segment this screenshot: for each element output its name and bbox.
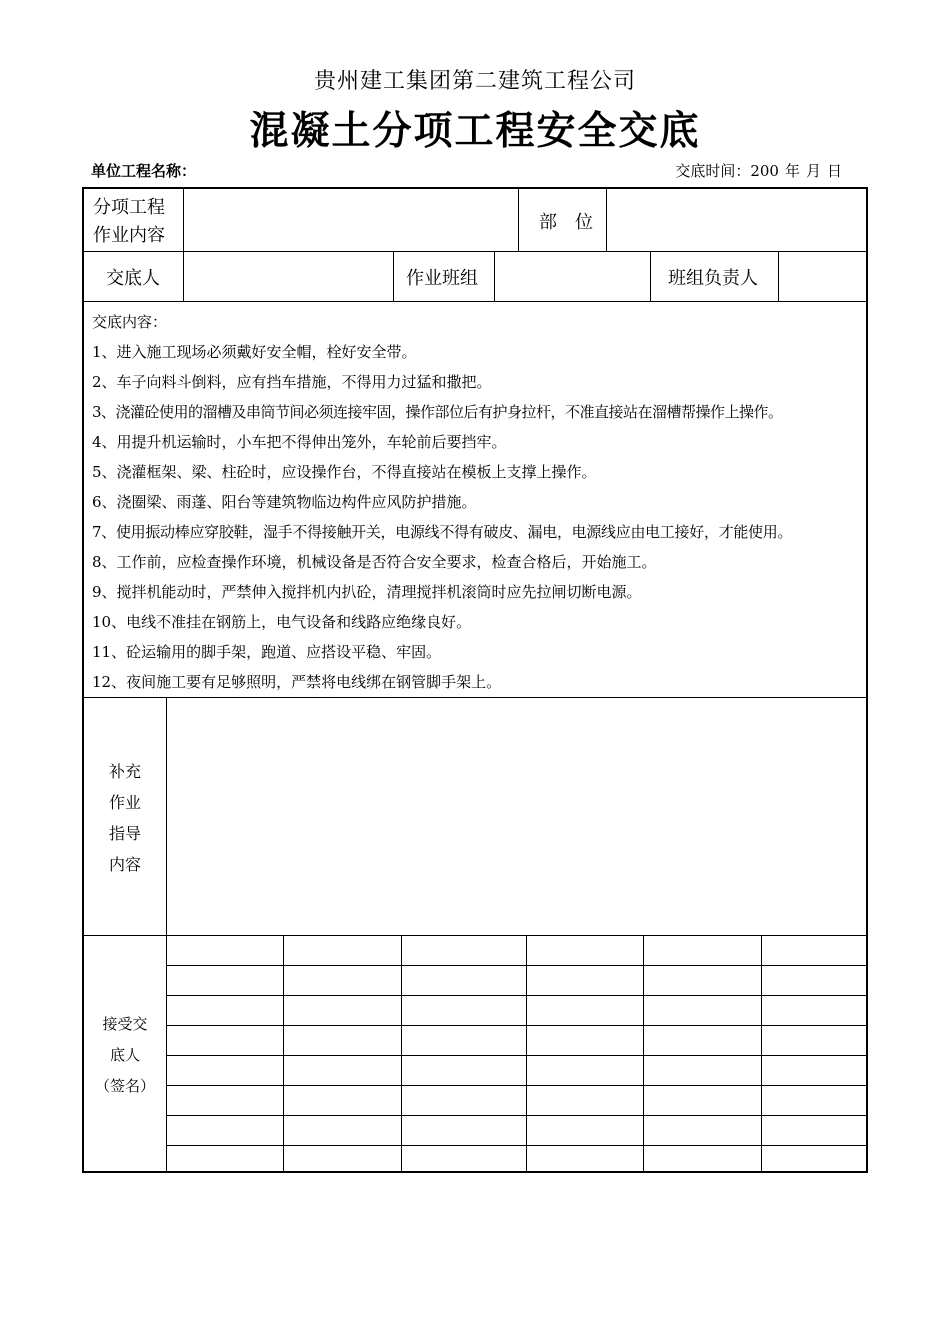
team-field[interactable]	[495, 252, 649, 300]
grid-line	[166, 965, 868, 966]
grid-line	[166, 1085, 868, 1086]
content-item: 10、电线不准挂在钢筋上，电气设备和线路应绝缘良好。	[92, 613, 472, 631]
grid-line	[401, 935, 402, 1173]
leader-field[interactable]	[779, 252, 868, 300]
briefing-content	[92, 307, 868, 697]
grid-line	[393, 251, 394, 301]
supplement-field[interactable]	[167, 698, 868, 934]
content-item: 7、使用振动棒应穿胶鞋，湿手不得接触开关，电源线不得有破皮、漏电，电源线应由电工接好，才能使用。	[92, 523, 793, 541]
team-label: 作业班组	[406, 268, 478, 289]
grid-line	[166, 1145, 868, 1146]
briefer-label: 交底人	[106, 268, 160, 289]
grid-line	[166, 995, 868, 996]
company-name: 贵州建工集团第二建筑工程公司	[313, 69, 636, 94]
briefing-form	[82, 187, 868, 1173]
grid-line	[518, 189, 519, 251]
item-content-field[interactable]	[184, 189, 517, 250]
grid-line	[166, 1055, 868, 1056]
date-year: 年	[784, 162, 800, 180]
grid-line	[526, 935, 527, 1173]
unit-project-label: 单位工程名称：	[91, 162, 197, 180]
document-title: 混凝土分项工程安全交底	[249, 109, 701, 154]
content-item: 6、浇圈梁、雨蓬、阳台等建筑物临边构件应风防护措施。	[92, 493, 477, 511]
date-day: 日	[826, 162, 842, 180]
item-content-label: 分项工程 作业内容	[93, 197, 165, 246]
grid-line	[761, 935, 762, 1173]
content-heading: 交底内容：	[92, 313, 168, 331]
grid-line	[166, 1025, 868, 1026]
date-month: 月	[805, 162, 821, 180]
location-label: 部 位	[539, 212, 593, 233]
briefer-field[interactable]	[184, 252, 392, 300]
content-item: 5、浇灌框架、梁、柱砼时，应设操作台，不得直接站在模板上支撑上操作。	[92, 463, 597, 481]
content-item: 4、用提升机运输时，小车把不得伸出笼外，车轮前后要挡牢。	[92, 433, 507, 451]
grid-line	[84, 301, 866, 302]
signature-label: 接受交 底人 （签名）	[94, 1015, 155, 1095]
content-item: 12、夜间施工要有足够照明，严禁将电线绑在钢管脚手架上。	[92, 673, 502, 691]
grid-line	[283, 935, 284, 1173]
briefing-date	[669, 160, 842, 181]
leader-label: 班组负责人	[668, 268, 758, 289]
date-label: 交底时间：200	[675, 162, 779, 180]
signature-grid[interactable]	[166, 935, 868, 1173]
content-item: 3、浇灌砼使用的溜槽及串筒节间必须连接牢固，操作部位后有护身拉杆，不准直接站在溜槽帮操作上操作。	[92, 403, 783, 421]
content-item: 1、进入施工现场必须戴好安全帽，栓好安全带。	[92, 343, 417, 361]
content-item: 2、车子向料斗倒料，应有挡车措施，不得用力过猛和撒把。	[92, 373, 492, 391]
content-item: 11、砼运输用的脚手架，跑道、应搭设平稳、牢固。	[92, 643, 442, 661]
grid-line	[643, 935, 644, 1173]
grid-line	[166, 1115, 868, 1116]
supplement-label: 补充 作业 指导 内容	[108, 762, 141, 874]
grid-line	[650, 251, 651, 301]
location-field[interactable]	[607, 189, 868, 250]
content-item: 9、搅拌机能动时，严禁伸入搅拌机内扒砼，清理搅拌机滚筒时应先拉闸切断电源。	[92, 583, 642, 601]
content-item: 8、工作前，应检查操作环境，机械设备是否符合安全要求，检查合格后，开始施工。	[92, 553, 657, 571]
